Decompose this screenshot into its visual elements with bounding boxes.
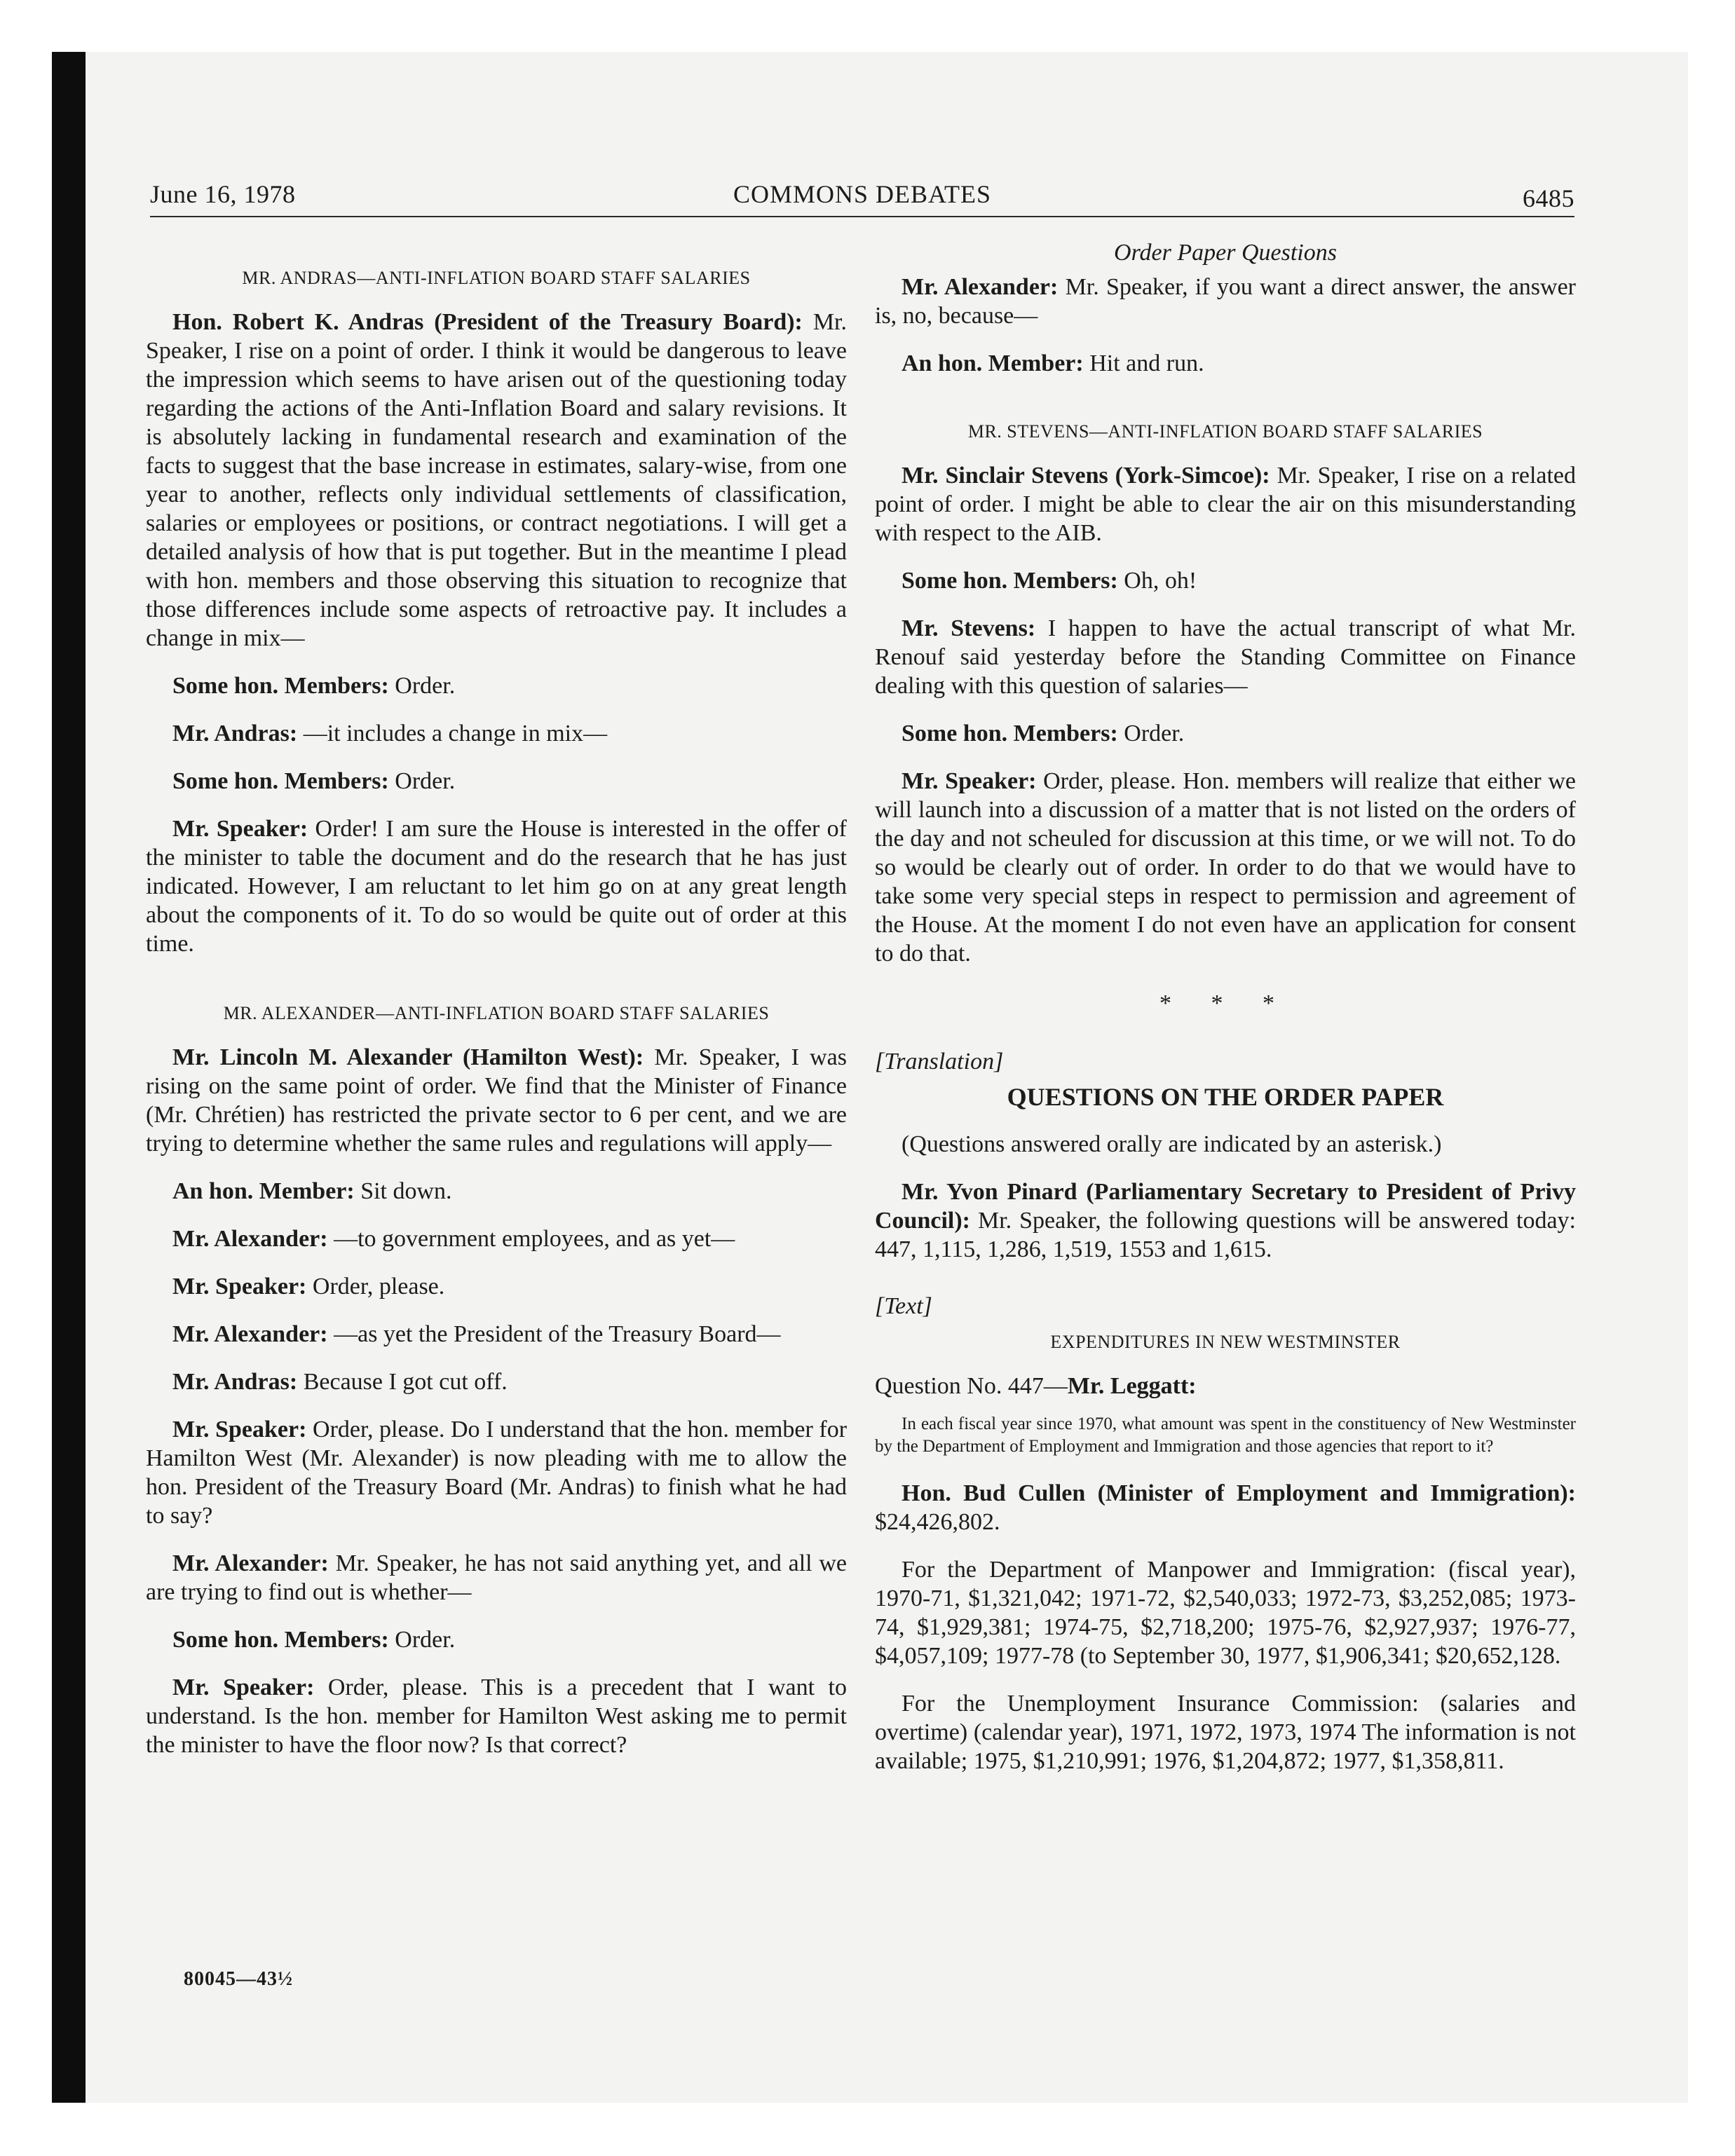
speaker-name: Mr. Andras: <box>172 721 298 746</box>
speech-text: Oh, oh! <box>1124 568 1197 594</box>
speech-paragraph <box>146 1367 847 1396</box>
speech-paragraph <box>146 1177 847 1206</box>
speech-paragraph <box>146 308 847 653</box>
speech-paragraph <box>875 461 1576 547</box>
speaker-name: An hon. Member: <box>901 350 1084 376</box>
speaker-name: Mr. Alexander: <box>172 1321 328 1347</box>
header-date: June 16, 1978 <box>150 180 296 208</box>
speech-text: —it includes a change in mix— <box>303 721 608 746</box>
speech-text: Because I got cut off. <box>303 1369 508 1395</box>
speech-paragraph <box>146 1415 847 1530</box>
speech-text: Order! I am sure the House is interested in the offer of the minister to table the document and do the research that he has just indicated. However, I am reluctant to let him go on at any great length about the components of it. To do so would be quite out of order at this time. <box>146 816 848 957</box>
section-separator: * * * <box>1159 990 1291 1016</box>
speaker-name: Some hon. Members: <box>172 673 389 699</box>
speech-text: I happen to have the actual transcript of what Mr. Renouf said yesterday before the Standing Committee on Finance dealing with this question of salaries— <box>875 615 1576 699</box>
answer-paragraph: For the Unemployment Insurance Commission: (salaries and overtime) (calendar year), 1971, 1972, 1973, 1974 The information is not available; 1975, $1,210,991; 1976, $1,204,872; 1977, $1,358,811. <box>875 1691 1576 1774</box>
printer-code: 80045—43½ <box>184 1968 293 1990</box>
speech-paragraph <box>875 719 1576 748</box>
scan-binding-edge <box>52 52 86 2103</box>
speech-paragraph <box>146 1549 847 1606</box>
speech-text: Mr. Speaker, I was rising on the same point of order. We find that the Minister of Finance (Mr. Chrétien) has restricted the private sector to 6 per cent, and we are trying to determine whether the same rules and regulations will apply— <box>146 1044 847 1157</box>
speech-paragraph <box>875 349 1576 378</box>
translation-tag: [Translation] <box>875 1049 1004 1074</box>
speech-paragraph <box>146 1043 847 1158</box>
speech-text: Mr. Speaker, the following questions will be answered today: 447, 1,115, 1,286, 1,519, 1553 and 1,615. <box>875 1208 1577 1262</box>
speech-paragraph <box>875 614 1576 700</box>
speech-paragraph <box>146 814 847 958</box>
text-tag: [Text] <box>875 1293 932 1319</box>
speech-paragraph <box>146 719 847 748</box>
section-subheading: MR. ANDRAS—ANTI-INFLATION BOARD STAFF SALARIES <box>242 268 751 288</box>
speech-paragraph <box>875 1479 1576 1536</box>
speech-text: $24,426,802. <box>875 1509 1000 1535</box>
speech-paragraph <box>875 273 1576 330</box>
page-header <box>150 179 1574 219</box>
speech-text: Mr. Speaker, I rise on a related point of order. I might be able to clear the air on this misunderstanding with respect to the AIB. <box>875 463 1577 546</box>
speaker-name: Some hon. Members: <box>172 768 389 794</box>
speaker-name: Mr. Alexander: <box>172 1226 328 1252</box>
answer-paragraph: For the Department of Manpower and Immigration: (fiscal year), 1970-71, $1,321,042; 1971-72, $2,540,033; 1972-73, $3,252,085; 1973-74, $1,929,381; 1974-75, $2,718,200; 1975-76, $2,927,937; 1976-77, $4,057,109; 1977-78 (to September 30, 1977, $1,906,341; $20,652,128. <box>875 1557 1576 1669</box>
section-subheading: MR. ALEXANDER—ANTI-INFLATION BOARD STAFF SALARIES <box>223 1003 770 1023</box>
section-subheading: MR. STEVENS—ANTI-INFLATION BOARD STAFF SALARIES <box>967 421 1483 442</box>
speech-paragraph <box>875 1178 1576 1264</box>
speech-paragraph <box>146 1625 847 1654</box>
left-column <box>146 238 847 1778</box>
question-text: In each fiscal year since 1970, what amount was spent in the constituency of New Westminster by the Department of Employment and Immigration and those agencies that report to it? <box>875 1414 1576 1456</box>
speech-text: Order, please. <box>312 1274 445 1299</box>
speech-paragraph <box>146 1272 847 1301</box>
speaker-name: Hon. Bud Cullen (Minister of Employment and Immigration): <box>901 1480 1576 1506</box>
header-title: COMMONS DEBATES <box>733 180 992 208</box>
asterisk-note: (Questions answered orally are indicated by an asterisk.) <box>901 1131 1442 1157</box>
speech-text: Sit down. <box>360 1178 452 1204</box>
running-section-label: Order Paper Questions <box>1114 240 1337 266</box>
speaker-name: Mr. Lincoln M. Alexander (Hamilton West): <box>172 1044 644 1070</box>
speaker-name: Mr. Speaker: <box>172 1674 315 1700</box>
speech-paragraph <box>146 1224 847 1253</box>
speech-paragraph <box>875 566 1576 595</box>
speech-text: Order. <box>395 673 456 699</box>
speaker-name: Mr. Yvon Pinard (Parliamentary Secretary to President of Privy Council): <box>875 1179 1576 1234</box>
speaker-name: Mr. Speaker: <box>901 768 1037 794</box>
question-number <box>875 1372 1576 1400</box>
speech-paragraph <box>146 767 847 796</box>
speaker-name: Mr. Speaker: <box>172 1417 307 1442</box>
question-label: Question No. 447— <box>875 1373 1068 1399</box>
speaker-name: An hon. Member: <box>172 1178 355 1204</box>
speaker-name: Some hon. Members: <box>172 1627 389 1653</box>
speech-text: Order, please. This is a precedent that I want to understand. Is the hon. member for Hamilton West asking me to permit the minister to have the floor now? Is that correct? <box>146 1674 848 1758</box>
speech-text: Order. <box>395 768 456 794</box>
speaker-name: Hon. Robert K. Andras (President of the Treasury Board): <box>172 309 803 335</box>
speaker-name: Mr. Speaker: <box>172 816 308 842</box>
speech-text: Hit and run. <box>1089 350 1204 376</box>
speaker-name: Mr. Speaker: <box>172 1274 307 1299</box>
speaker-name: Mr. Stevens: <box>901 615 1036 641</box>
speech-text: Mr. Speaker, if you want a direct answer, the answer is, no, because— <box>875 274 1577 329</box>
header-rule <box>150 216 1574 217</box>
speaker-name: Mr. Sinclair Stevens (York-Simcoe): <box>901 463 1270 489</box>
speech-text: Mr. Speaker, I rise on a point of order. I think it would be dangerous to leave the impression which seems to have arisen out of the questioning today regarding the actions of the Anti-Inflation Board and salary revisions. It is absolutely lacking in fundamental research and examination of the facts to suggest that the base increase in estimates, salary-wise, from one year to another, reflects only individual settlements of classification, salaries or employees or positions, or contract negotiations. I will get a detailed analysis of how that is put together. But in the meantime I plead with hon. members and those observing this situation to recognize that those differences include some aspects of retroactive pay. It includes a change in mix— <box>146 309 848 651</box>
speech-text: Order. <box>1124 721 1185 746</box>
section-subheading: EXPENDITURES IN NEW WESTMINSTER <box>1050 1332 1401 1352</box>
speech-paragraph <box>875 767 1576 968</box>
speaker-name: Mr. Alexander: <box>172 1550 329 1576</box>
right-column <box>875 238 1576 1794</box>
speech-text: Mr. Speaker, he has not said anything yet, and all we are trying to find out is whether— <box>146 1550 848 1605</box>
speech-text: Order, please. Do I understand that the hon. member for Hamilton West (Mr. Alexander) is now pleading with me to allow the hon. President of the Treasury Board (Mr. Andras) to finish what he had to say? <box>146 1417 848 1529</box>
speaker-name: Some hon. Members: <box>901 568 1118 594</box>
speech-paragraph <box>146 671 847 700</box>
page-number: 6485 <box>1523 184 1574 212</box>
speech-text: Order, please. Hon. members will realize that either we will launch into a discussion of a matter that is not listed on the orders of the day and not scheuled for discussion at this time, or we will not. To do so would be clearly out of order. In order to do that we would have to take some very special steps in respect to permission and agreement of the House. At the moment I do not even have an application for consent to do that. <box>875 768 1577 967</box>
questions-heading: QUESTIONS ON THE ORDER PAPER <box>1007 1083 1444 1111</box>
speaker-name: Mr. Andras: <box>172 1369 298 1395</box>
speech-paragraph <box>146 1320 847 1349</box>
speech-paragraph <box>146 1673 847 1759</box>
speaker-name: Mr. Alexander: <box>901 274 1059 300</box>
speech-text: —as yet the President of the Treasury Board— <box>334 1321 781 1347</box>
speech-text: Order. <box>395 1627 456 1653</box>
speech-text: —to government employees, and as yet— <box>334 1226 735 1252</box>
speaker-name: Some hon. Members: <box>901 721 1118 746</box>
question-asker: Mr. Leggatt: <box>1067 1373 1197 1399</box>
